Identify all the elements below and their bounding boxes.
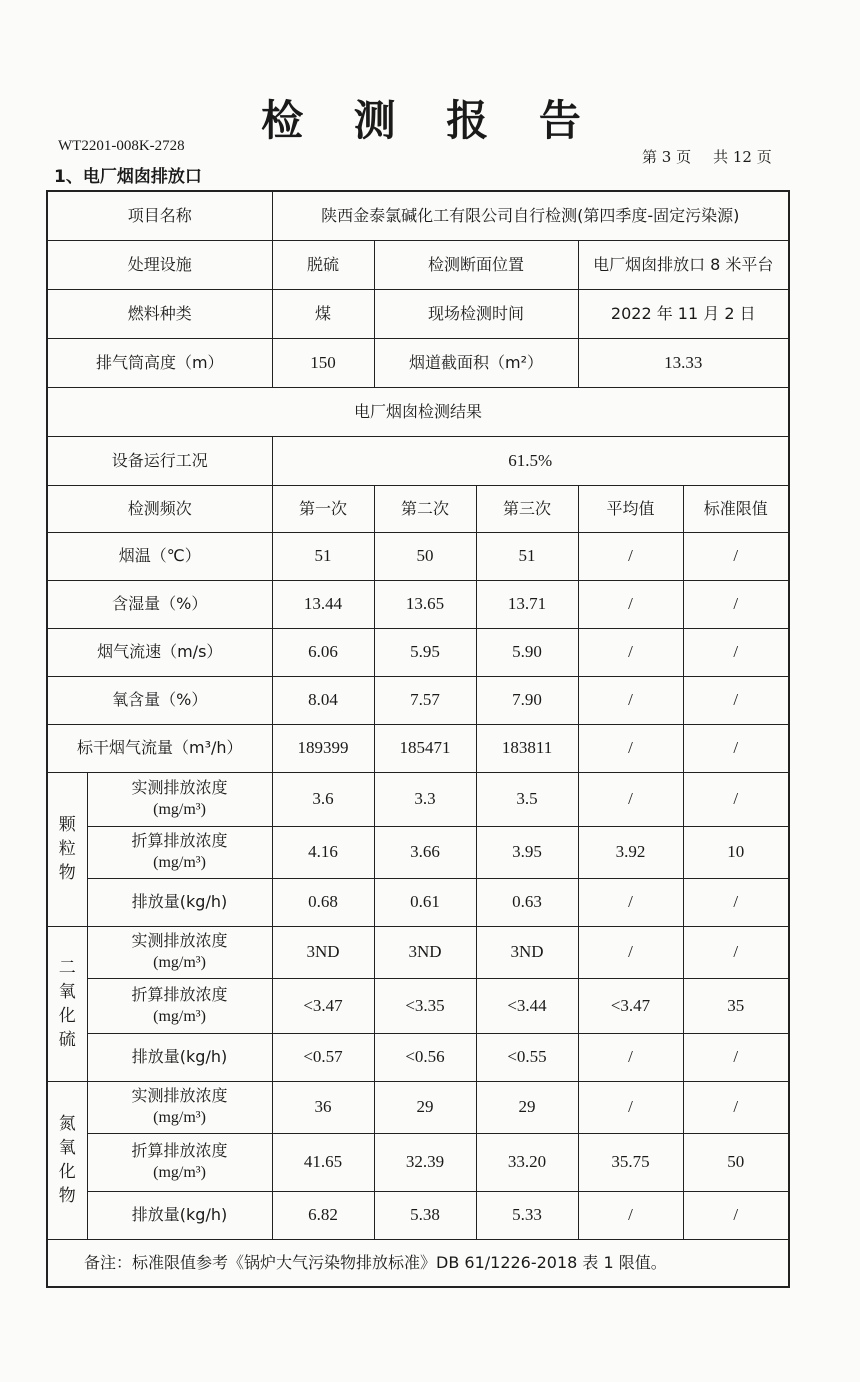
col-header-average: 平均值 xyxy=(578,485,683,532)
pollutant-group-char: 粒 xyxy=(58,839,76,859)
limit-value: / xyxy=(683,580,789,628)
pollutant-group-label xyxy=(47,926,87,1081)
average-value: / xyxy=(578,926,683,978)
third-value: 3.5 xyxy=(476,772,578,826)
parameter-name: 实测排放浓度 xyxy=(131,778,228,797)
parameter-unit: (mg/m³) xyxy=(153,1109,206,1126)
limit-value: / xyxy=(683,724,789,772)
second-value: 0.61 xyxy=(374,878,476,926)
report-title: 检 测 报 告 xyxy=(261,96,599,145)
parameter-label xyxy=(87,1033,272,1081)
col-header-first: 第一次 xyxy=(272,485,374,532)
second-value: 3ND xyxy=(374,926,476,978)
note-row xyxy=(47,1239,789,1287)
pollutant-group-char: 颗 xyxy=(58,815,76,835)
section-position-value: 电厂烟囱排放口 8 米平台 xyxy=(578,240,789,289)
average-value: / xyxy=(578,580,683,628)
page-current: 第 3 页 xyxy=(642,148,692,166)
average-value: / xyxy=(578,628,683,676)
project-value: 陕西金泰氯碱化工有限公司自行检测(第四季度-固定污染源) xyxy=(272,191,789,240)
limit-value: 35 xyxy=(683,978,789,1033)
parameter-name: 实测排放浓度 xyxy=(131,931,228,950)
average-value: 3.92 xyxy=(578,826,683,878)
second-value: <3.35 xyxy=(374,978,476,1033)
third-value: 13.71 xyxy=(476,580,578,628)
first-value: <3.47 xyxy=(272,978,374,1033)
col-header-frequency: 检测频次 xyxy=(47,485,272,532)
page-indicator xyxy=(642,146,772,167)
parameter-name: 折算排放浓度 xyxy=(131,1141,228,1160)
pollutant-group-char: 氮 xyxy=(58,1114,76,1134)
second-value: 5.38 xyxy=(374,1191,476,1239)
average-value: / xyxy=(578,676,683,724)
third-value: 3.95 xyxy=(476,826,578,878)
parameter-label xyxy=(87,1133,272,1191)
section-position-label: 检测断面位置 xyxy=(374,240,578,289)
third-value: 29 xyxy=(476,1081,578,1133)
average-value: / xyxy=(578,878,683,926)
pollutant-group-char: 物 xyxy=(58,863,76,883)
third-value: 5.33 xyxy=(476,1191,578,1239)
results-table xyxy=(46,190,790,1288)
condition-row xyxy=(47,436,789,485)
parameter-label xyxy=(87,878,272,926)
pollutant-group-char: 化 xyxy=(58,1162,76,1182)
second-value: 185471 xyxy=(374,724,476,772)
third-value: <0.55 xyxy=(476,1033,578,1081)
limit-value: / xyxy=(683,772,789,826)
column-header-row xyxy=(47,485,789,532)
first-value: 13.44 xyxy=(272,580,374,628)
parameter-unit: (mg/m³) xyxy=(153,1164,206,1181)
table-row xyxy=(47,532,789,580)
second-value: 50 xyxy=(374,532,476,580)
third-value: 183811 xyxy=(476,724,578,772)
pollutant-group-char: 物 xyxy=(58,1186,76,1206)
first-value: 6.82 xyxy=(272,1191,374,1239)
parameter-label xyxy=(87,772,272,826)
third-value: 33.20 xyxy=(476,1133,578,1191)
limit-value: / xyxy=(683,878,789,926)
table-row xyxy=(47,628,789,676)
limit-value: / xyxy=(683,926,789,978)
third-value: 3ND xyxy=(476,926,578,978)
first-value: 41.65 xyxy=(272,1133,374,1191)
parameter-name: 实测排放浓度 xyxy=(131,1086,228,1105)
parameter-label: 烟气流速（m/s） xyxy=(47,628,272,676)
condition-value: 61.5% xyxy=(272,436,789,485)
average-value: / xyxy=(578,1081,683,1133)
limit-value: / xyxy=(683,676,789,724)
pollutant-group-label xyxy=(47,1081,87,1239)
first-value: 4.16 xyxy=(272,826,374,878)
average-value: / xyxy=(578,532,683,580)
pollutant-group-char: 硫 xyxy=(58,1029,76,1050)
info-row-fuel xyxy=(47,289,789,338)
limit-value: / xyxy=(683,532,789,580)
col-header-second: 第二次 xyxy=(374,485,476,532)
first-value: 3.6 xyxy=(272,772,374,826)
first-value: 51 xyxy=(272,532,374,580)
table-row xyxy=(47,580,789,628)
info-row-project xyxy=(47,191,789,240)
info-row-stack xyxy=(47,338,789,387)
table-row xyxy=(47,772,789,826)
limit-value: 50 xyxy=(683,1133,789,1191)
second-value: 32.39 xyxy=(374,1133,476,1191)
facility-label: 处理设施 xyxy=(47,240,272,289)
parameter-name: 折算排放浓度 xyxy=(131,984,228,1004)
second-value: 5.95 xyxy=(374,628,476,676)
parameter-label xyxy=(87,1191,272,1239)
table-row xyxy=(47,1081,789,1133)
page-total: 共 12 页 xyxy=(713,148,772,166)
third-value: 7.90 xyxy=(476,676,578,724)
pollutant-group-char: 化 xyxy=(58,1005,76,1026)
second-value: 3.3 xyxy=(374,772,476,826)
info-row-facility xyxy=(47,240,789,289)
test-time-label: 现场检测时间 xyxy=(374,289,578,338)
section-title: 1、电厂烟囱排放口 xyxy=(54,167,202,187)
table-row xyxy=(47,1191,789,1239)
second-value: 3.66 xyxy=(374,826,476,878)
third-value: 0.63 xyxy=(476,878,578,926)
average-value: <3.47 xyxy=(578,978,683,1033)
average-value: / xyxy=(578,1191,683,1239)
fuel-label: 燃料种类 xyxy=(47,289,272,338)
parameter-unit: (mg/m³) xyxy=(153,801,206,818)
limit-value: 10 xyxy=(683,826,789,878)
average-value: 35.75 xyxy=(578,1133,683,1191)
parameter-name: 排放量(kg/h) xyxy=(131,892,228,911)
first-value: 8.04 xyxy=(272,676,374,724)
pollutant-group-char: 氧 xyxy=(58,1138,76,1158)
table-row xyxy=(47,724,789,772)
first-value: 3ND xyxy=(272,926,374,978)
first-value: 189399 xyxy=(272,724,374,772)
pollutant-group-char: 氧 xyxy=(58,981,76,1002)
stack-height-label: 排气筒高度（m） xyxy=(47,338,272,387)
table-row xyxy=(47,926,789,978)
pollutant-group-char: 二 xyxy=(58,957,76,978)
fuel-value: 煤 xyxy=(272,289,374,338)
test-time-value: 2022 年 11 月 2 日 xyxy=(578,289,789,338)
parameter-unit: (mg/m³) xyxy=(153,954,206,971)
table-row xyxy=(47,1033,789,1081)
average-value: / xyxy=(578,1033,683,1081)
condition-label: 设备运行工况 xyxy=(47,436,272,485)
limit-value: / xyxy=(683,1081,789,1133)
table-row xyxy=(47,676,789,724)
stack-height-value: 150 xyxy=(272,338,374,387)
second-value: 13.65 xyxy=(374,580,476,628)
parameter-label xyxy=(87,826,272,878)
first-value: 0.68 xyxy=(272,878,374,926)
parameter-unit: (mg/m³) xyxy=(153,854,206,871)
col-header-limit: 标准限值 xyxy=(683,485,789,532)
third-value: 51 xyxy=(476,532,578,580)
limit-value: / xyxy=(683,1191,789,1239)
second-value: 7.57 xyxy=(374,676,476,724)
flue-area-value: 13.33 xyxy=(578,338,789,387)
parameter-label xyxy=(87,1081,272,1133)
results-heading-row xyxy=(47,387,789,436)
parameter-label xyxy=(87,926,272,978)
first-value: 36 xyxy=(272,1081,374,1133)
project-label: 项目名称 xyxy=(47,191,272,240)
parameter-label: 烟温（℃） xyxy=(47,532,272,580)
flue-area-label: 烟道截面积（m²） xyxy=(374,338,578,387)
third-value: <3.44 xyxy=(476,978,578,1033)
second-value: <0.56 xyxy=(374,1033,476,1081)
facility-value: 脱硫 xyxy=(272,240,374,289)
first-value: <0.57 xyxy=(272,1033,374,1081)
parameter-name: 排放量(kg/h) xyxy=(131,1205,228,1224)
parameter-label xyxy=(87,978,272,1033)
parameter-unit: (mg/m³) xyxy=(153,1007,206,1025)
table-row xyxy=(47,878,789,926)
table-row xyxy=(47,978,789,1033)
parameter-name: 折算排放浓度 xyxy=(131,831,228,850)
parameter-label: 氧含量（%） xyxy=(47,676,272,724)
limit-value: / xyxy=(683,1033,789,1081)
table-row xyxy=(47,1133,789,1191)
col-header-third: 第三次 xyxy=(476,485,578,532)
average-value: / xyxy=(578,724,683,772)
parameter-name: 排放量(kg/h) xyxy=(131,1047,228,1066)
remarks-note: 备注：标准限值参考《锅炉大气污染物排放标准》DB 61/1226-2018 表 1 限值。 xyxy=(47,1239,789,1287)
pollutant-group-label xyxy=(47,772,87,926)
parameter-label: 标干烟气流量（m³/h） xyxy=(47,724,272,772)
limit-value: / xyxy=(683,628,789,676)
third-value: 5.90 xyxy=(476,628,578,676)
parameter-label: 含湿量（%） xyxy=(47,580,272,628)
results-heading: 电厂烟囱检测结果 xyxy=(47,387,789,436)
table-row xyxy=(47,826,789,878)
average-value: / xyxy=(578,772,683,826)
second-value: 29 xyxy=(374,1081,476,1133)
report-code: WT2201-008K-2728 xyxy=(58,138,185,154)
first-value: 6.06 xyxy=(272,628,374,676)
